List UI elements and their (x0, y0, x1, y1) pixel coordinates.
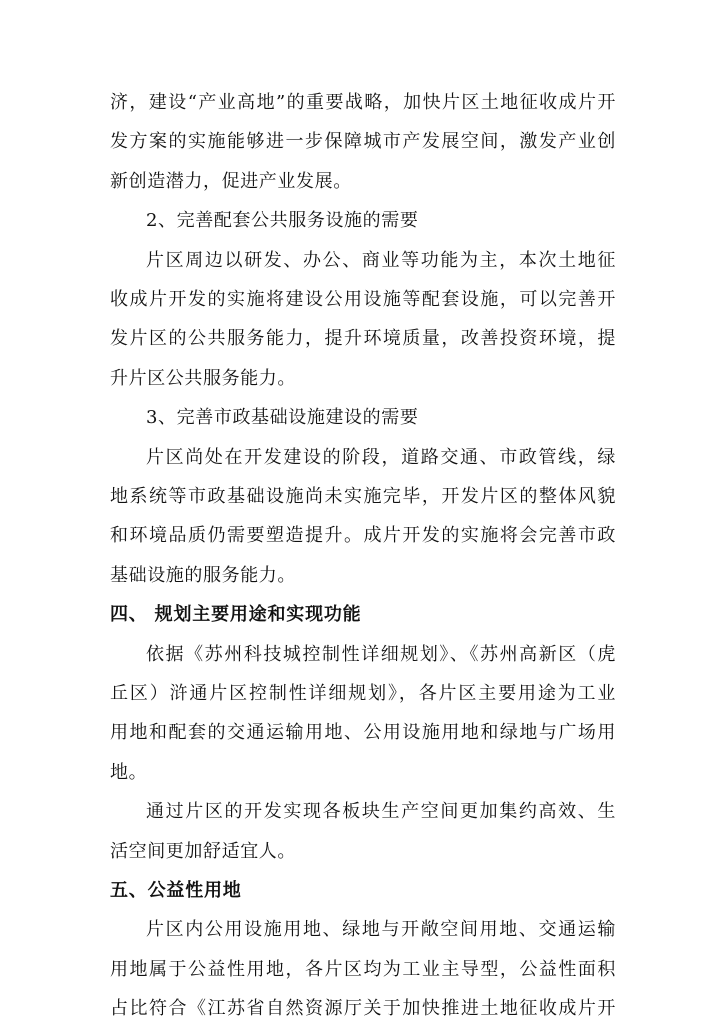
subsection-heading: 3、完善市政基础设施建设的需要 (146, 407, 419, 428)
body-text-line: 片区尚处在开发建设的阶段，道路交通、市政管线，绿 (146, 447, 616, 468)
subsection-heading: 2、完善配套公共服务设施的需要 (146, 210, 419, 231)
body-text-line: 新创造潜力，促进产业发展。 (110, 171, 352, 192)
body-text-line: 丘区）浒通片区控制性详细规划》，各片区主要用途为工业 (110, 683, 616, 704)
body-text-line: 发片区的公共服务能力，提升环境质量，改善投资环境，提 (110, 328, 616, 349)
section-heading: 五、公益性用地 (110, 880, 242, 901)
body-text-line: 发方案的实施能够进一步保障城市产发展空间，激发产业创 (110, 131, 616, 152)
body-text-line: 通过片区的开发实现各板块生产空间更加集约高效、生 (146, 801, 616, 822)
body-text-line: 地。 (110, 762, 148, 783)
body-text-line: 和环境品质仍需要塑造提升。成片开发的实施将会完善市政 (110, 525, 616, 546)
body-text-line: 用地属于公益性用地，各片区均为工业主导型，公益性面积 (110, 959, 616, 980)
body-text-line: 占比符合《江苏省自然资源厅关于加快推进土地征收成片开 (110, 998, 616, 1019)
body-text-line: 片区周边以研发、办公、商业等功能为主，本次土地征 (146, 250, 616, 271)
section-heading: 四、 规划主要用途和实现功能 (110, 604, 362, 625)
body-text-line: 用地和配套的交通运输用地、公用设施用地和绿地与广场用 (110, 722, 616, 743)
body-text-line: 活空间更加舒适宜人。 (110, 841, 296, 862)
body-text-line: 济，建设“产业高地”的重要战略，加快片区土地征收成片开 (110, 92, 616, 113)
body-text-line: 收成片开发的实施将建设公用设施等配套设施，可以完善开 (110, 289, 616, 310)
body-text-line: 地系统等市政基础设施尚未实施完毕，开发片区的整体风貌 (110, 486, 616, 507)
body-text-line: 片区内公用设施用地、绿地与开敞空间用地、交通运输 (146, 919, 616, 940)
body-text-line: 升片区公共服务能力。 (110, 368, 296, 389)
body-text-line: 依据《苏州科技城控制性详细规划》、《苏州高新区（虎 (146, 644, 616, 665)
body-text-line: 基础设施的服务能力。 (110, 565, 296, 586)
